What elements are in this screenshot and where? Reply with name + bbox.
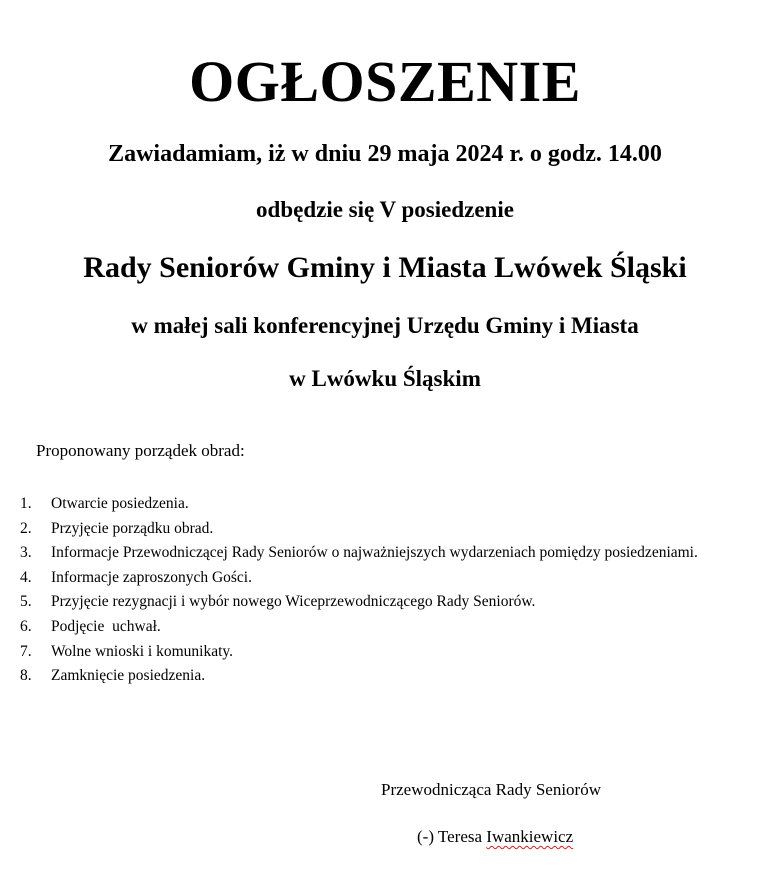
signature-surname: Iwankiewicz	[486, 827, 574, 846]
agenda-heading: Proponowany porządek obrad:	[36, 441, 245, 460]
signature-name-prefix: (-) Teresa	[417, 827, 487, 846]
agenda-item-text: Otwarcie posiedzenia.	[51, 495, 189, 512]
agenda-item-number: 6.	[20, 617, 32, 635]
agenda-item	[20, 664, 750, 689]
agenda-item-number: 8.	[20, 667, 32, 685]
agenda-item-text: Przyjęcie porządku obrad.	[51, 519, 214, 537]
signature-title: Przewodnicząca Rady Seniorów	[381, 780, 601, 799]
agenda-item-number: 4.	[20, 568, 32, 586]
agenda-item	[20, 615, 750, 640]
notice-session-line: odbędzie się V posiedzenie	[256, 197, 514, 222]
agenda-item	[20, 590, 750, 615]
agenda-item	[20, 541, 750, 566]
agenda-item-number: 3.	[20, 544, 32, 562]
agenda-item-number: 5.	[20, 593, 32, 611]
agenda-item-text: Informacje zaproszonych Gości.	[51, 568, 252, 586]
agenda-item	[20, 566, 750, 591]
agenda-item-number: 7.	[20, 642, 32, 660]
agenda-item-text: Przyjęcie rezygnacji i wybór nowego Wiceprzewodniczącego Rady Seniorów.	[51, 593, 536, 611]
agenda-item-number: 2.	[20, 519, 32, 537]
agenda-item-number: 1.	[20, 495, 32, 512]
signature-name	[417, 826, 573, 848]
agenda-item	[20, 640, 750, 665]
agenda-item-text: Informacje Przewodniczącej Rady Seniorów o najważniejszych wydarzeniach pomiędzy posiedzeniami.	[51, 544, 698, 562]
venue-town-line: w Lwówku Śląskim	[289, 366, 481, 391]
agenda-item-text: Zamknięcie posiedzenia.	[51, 667, 206, 685]
notice-date-line: Zawiadamiam, iż w dniu 29 maja 2024 r. o godz. 14.00	[108, 141, 662, 167]
agenda-item-text: Wolne wnioski i komunikaty.	[51, 642, 234, 660]
announcement-title: OGŁOSZENIE	[189, 49, 581, 114]
agenda-list	[20, 492, 750, 689]
council-name: Rady Seniorów Gminy i Miasta Lwówek Śląski	[83, 251, 687, 284]
venue-line: w małej sali konferencyjnej Urzędu Gminy i Miasta	[131, 313, 639, 338]
agenda-item	[20, 492, 750, 517]
agenda-item-text: Podjęcie uchwał.	[51, 617, 161, 635]
agenda-item	[20, 517, 750, 542]
